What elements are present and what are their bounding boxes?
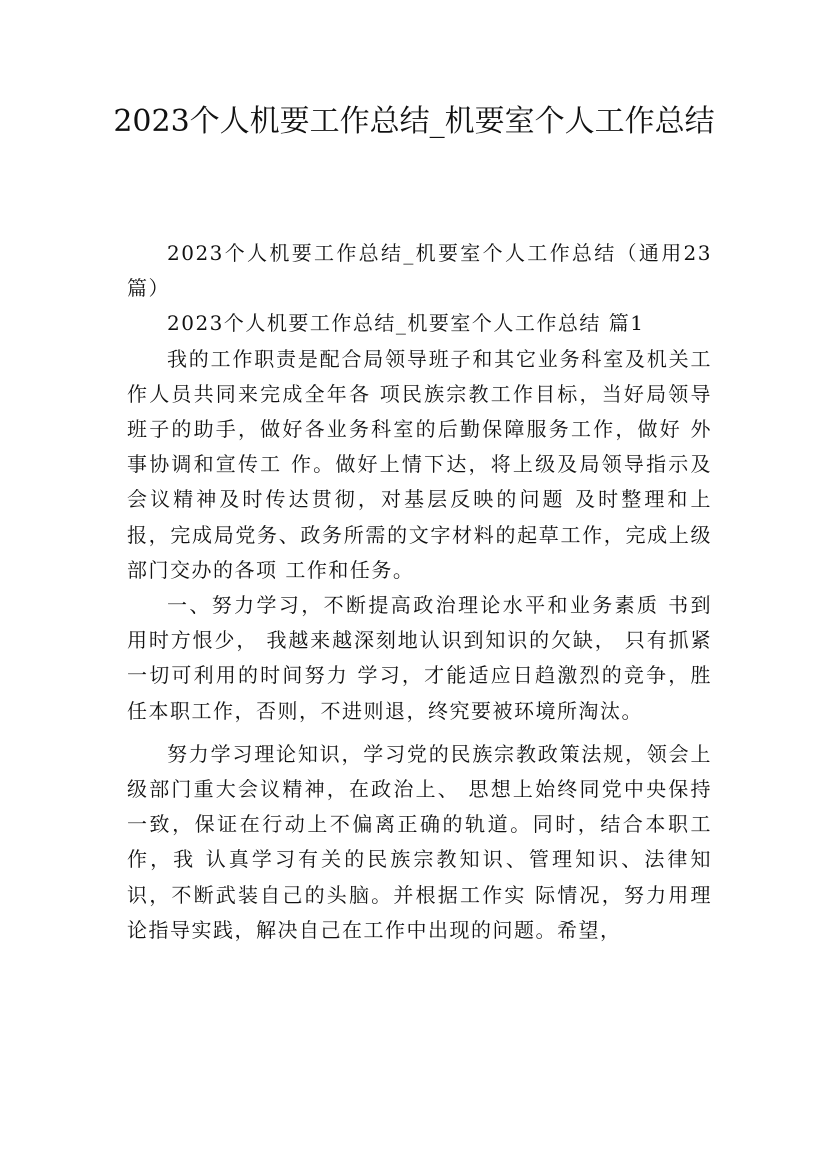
document-body (127, 236, 712, 948)
document-title: 2023个人机要工作总结_机要室个人工作总结 (113, 104, 715, 139)
paragraph-theory: 努力学习理论知识，学习党的民族宗教政策法规，领会上级部门重大会议精神，在政治上、 思想上始终同党中央保持一致，保证在行动上不偏离正确的轨道。同时，结合本职工作，我 认真学习有关的民族宗教知识、管理知识、法律知识，不断武装自己的头脑。并根据工作实 际情况，努力用理论指导实践，解决自己在工作中出现的问题。希望， (127, 741, 712, 942)
paragraph-study: 一、努力学习，不断提高政治理论水平和业务素质 书到用时方恨少， 我越来越深刻地认识到知识的欠缺， 只有抓紧一切可利用的时间努力 学习，才能适应日趋激烈的竞争，胜任本职工作，否则，不进则退，终究要被环境所淘汰。 (127, 593, 712, 723)
document-subtitle: 2023个人机要工作总结_机要室个人工作总结（通用23篇） (127, 241, 712, 301)
paragraph-duties: 我的工作职责是配合局领导班子和其它业务科室及机关工作人员共同来完成全年各 项民族宗教工作目标，当好局领导班子的助手，做好各业务科室的后勤保障服务工作，做好 外事协调和宣传工 作。做好上情下达，将上级及局领导指示及会议精神及时传达贯彻，对基层反映的问题 及时整理和上报，完成局党务、政务所需的文字材料的起草工作，完成上级部门交办的各项 工作和任务。 (127, 346, 712, 582)
section-heading: 2023个人机要工作总结_机要室个人工作总结 篇1 (167, 311, 645, 336)
